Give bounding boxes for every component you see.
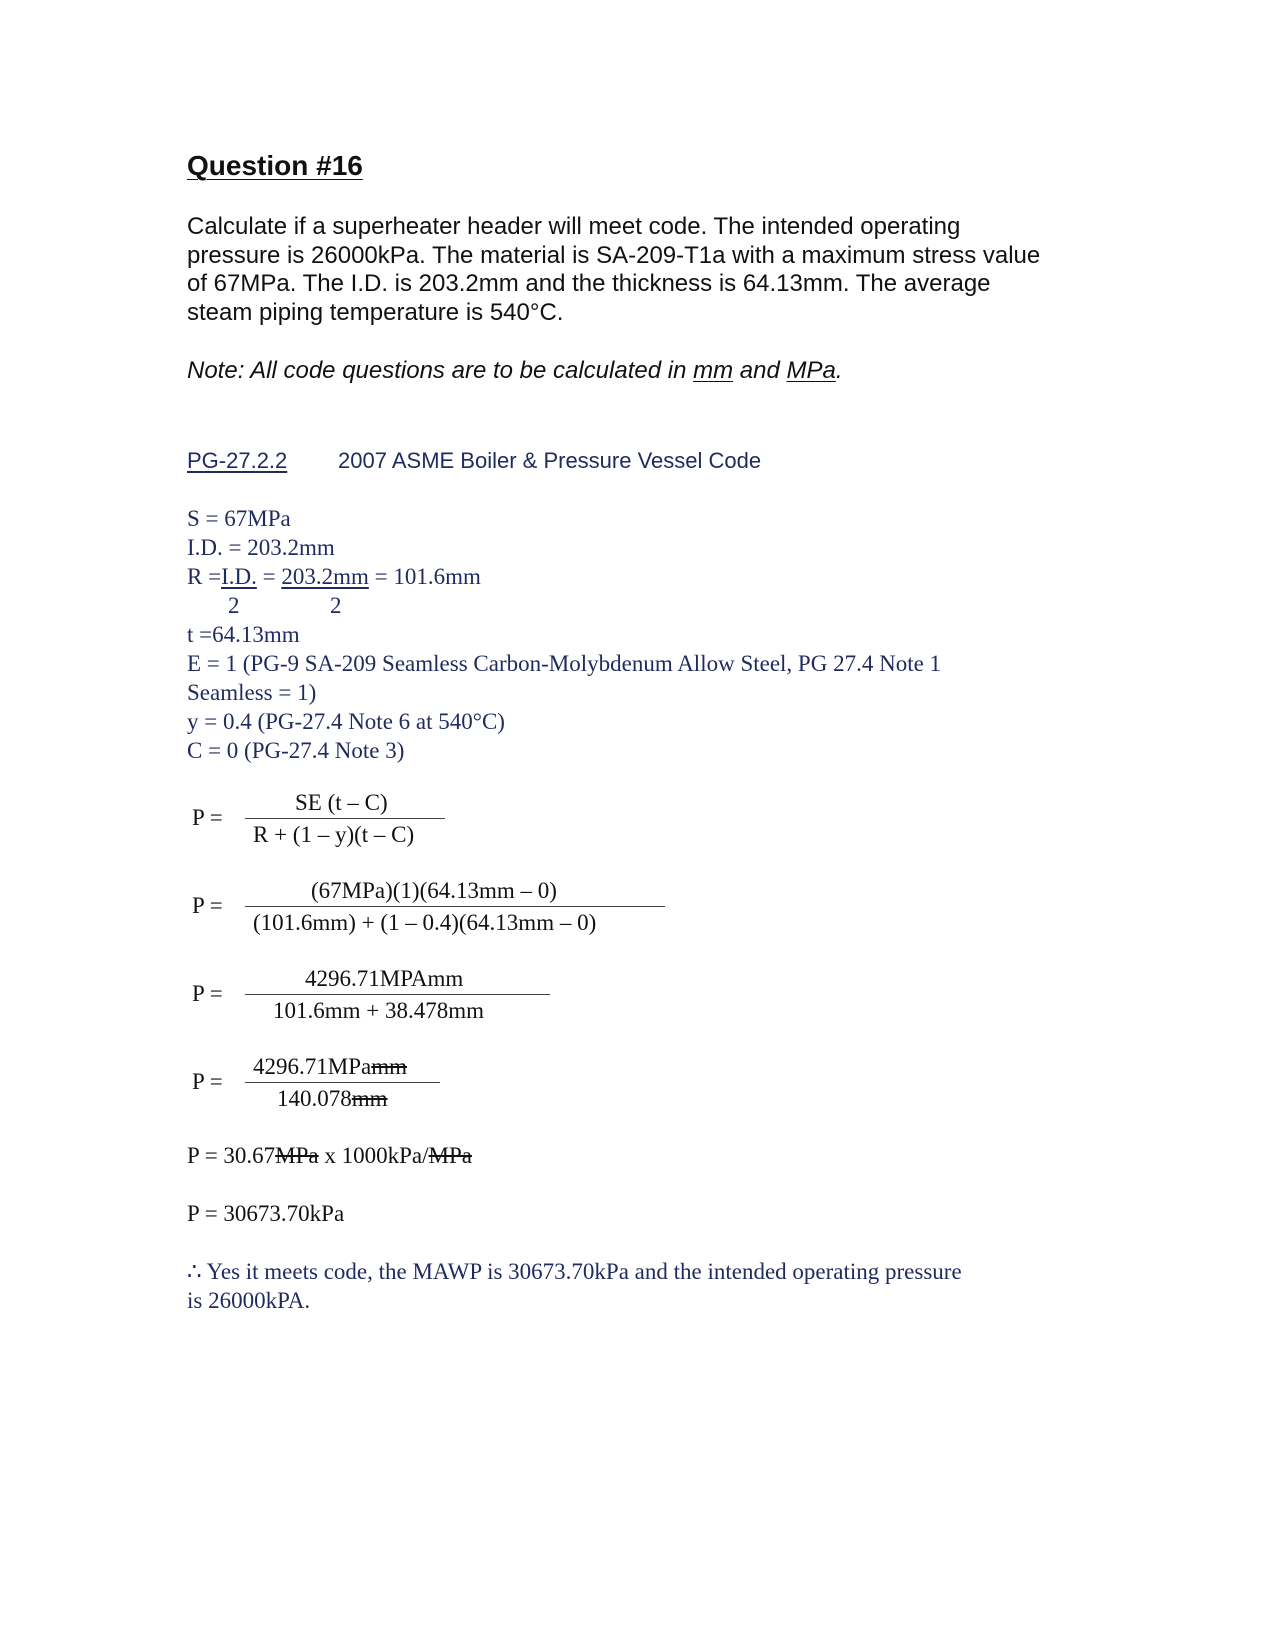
eq1-denominator: R + (1 – y)(t – C) [253, 822, 415, 847]
eq3-p-label: P = [192, 981, 223, 1006]
given-id: I.D. = 203.2mm [187, 535, 335, 560]
eq4-numerator-value: 4296.71MPa [253, 1054, 372, 1079]
question-body-line: Calculate if a superheater header will meet code. The intended operating [187, 213, 961, 240]
eq2-fraction-bar [245, 906, 665, 907]
given-t: t =64.13mm [187, 622, 300, 647]
conclusion-line2: is 26000kPA. [187, 1288, 311, 1313]
r-denominator-2: 2 [330, 593, 342, 618]
r-numerator-2: 203.2mm [281, 564, 369, 589]
note [187, 357, 843, 385]
result-line: P = 30673.70kPa [187, 1201, 345, 1226]
eq2-numerator: (67MPa)(1)(64.13mm – 0) [311, 878, 557, 903]
eq4-denominator-value: 140.078 [277, 1086, 352, 1111]
question-body-line: of 67MPa. The I.D. is 203.2mm and the thickness is 64.13mm. The average [187, 270, 991, 297]
conversion-value: P = 30.67 [187, 1143, 276, 1168]
question-body-line: pressure is 26000kPa. The material is SA-209-T1a with a maximum stress value [187, 241, 1041, 269]
r-equals: = [256, 564, 282, 589]
eq3-fraction-bar [245, 994, 550, 995]
eq1-fraction-bar [245, 818, 445, 819]
note-mm: mm [693, 357, 734, 384]
r-result: = 101.6mm [368, 564, 481, 589]
note-text: Note: All code questions are to be calculated in [187, 357, 694, 384]
question-body [187, 213, 1087, 327]
given-r [187, 564, 481, 590]
conversion-factor: x 1000kPa/ [318, 1143, 429, 1168]
eq1-p-label: P = [192, 805, 223, 830]
reference-code: PG-27.2.2 [187, 448, 288, 473]
given-s: S = 67MPa [187, 506, 291, 531]
eq4-fraction-bar [245, 1082, 440, 1083]
eq3-denominator: 101.6mm + 38.478mm [273, 998, 485, 1023]
eq2-denominator: (101.6mm) + (1 – 0.4)(64.13mm – 0) [253, 910, 597, 935]
eq4-numerator-cancelled-unit: mm [371, 1054, 407, 1079]
conversion-line [187, 1143, 472, 1169]
conversion-cancelled-unit-2: MPa [428, 1143, 472, 1168]
given-c: C = 0 (PG-27.4 Note 3) [187, 738, 405, 763]
conclusion-line1 [187, 1259, 962, 1285]
r-denominator-1: 2 [228, 593, 240, 618]
conversion-cancelled-unit-1: MPa [275, 1143, 319, 1168]
conclusion-text: Yes it meets code, the MAWP is 30673.70kPa and the intended operating pressure [206, 1259, 962, 1284]
eq4-p-label: P = [192, 1069, 223, 1094]
given-y: y = 0.4 (PG-27.4 Note 6 at 540°C) [187, 709, 505, 734]
eq1-numerator: SE (t – C) [295, 790, 388, 815]
therefore-symbol: ∴ [187, 1259, 202, 1284]
given-e-line2: Seamless = 1) [187, 680, 317, 705]
eq4-denominator [277, 1086, 388, 1112]
eq4-numerator [253, 1054, 407, 1080]
question-body-line: steam piping temperature is 540°C. [187, 298, 564, 326]
given-e-line1: E = 1 (PG-9 SA-209 Seamless Carbon-Molybdenum Allow Steel, PG 27.4 Note 1 [187, 651, 942, 676]
r-prefix: R = [187, 564, 222, 589]
note-and: and [733, 357, 787, 384]
eq3-numerator: 4296.71MPAmm [305, 966, 464, 991]
question-title: Question #16 [187, 150, 363, 181]
note-suffix: . [835, 357, 843, 384]
r-numerator-1: I.D. [221, 564, 257, 589]
note-mpa: MPa [786, 357, 836, 384]
reference-title: 2007 ASME Boiler & Pressure Vessel Code [338, 448, 762, 473]
eq2-p-label: P = [192, 893, 223, 918]
eq4-denominator-cancelled-unit: mm [351, 1086, 388, 1111]
